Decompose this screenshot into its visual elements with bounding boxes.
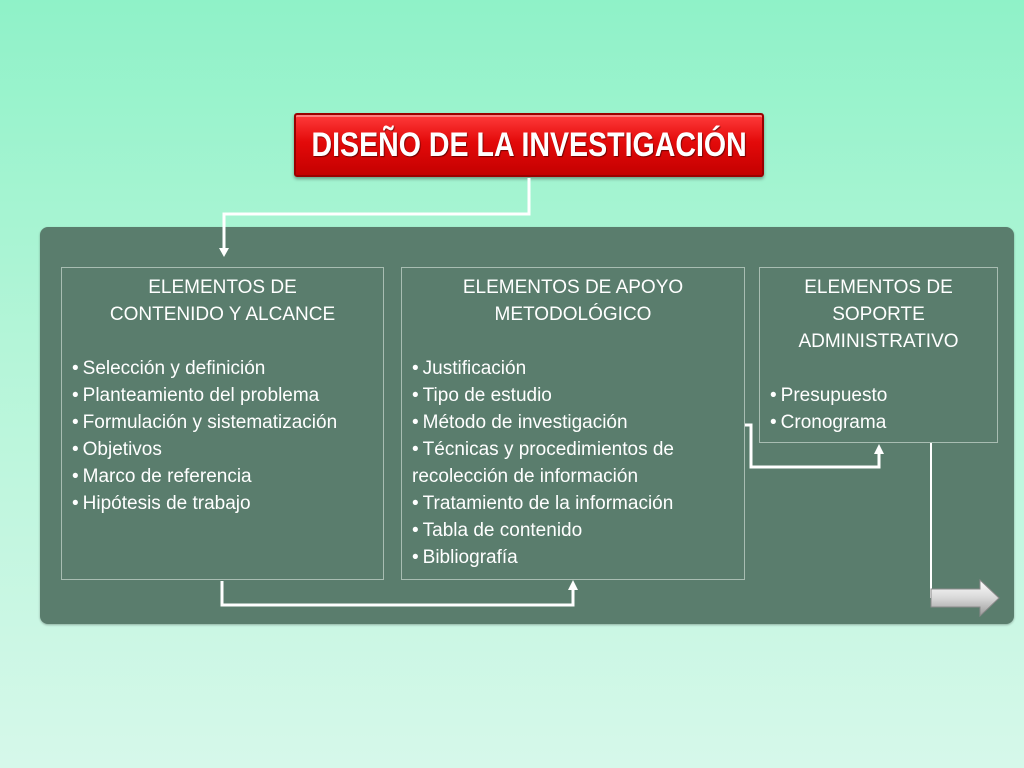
- list-item: • Marco de referencia: [72, 466, 252, 487]
- list-item: • Método de investigación: [412, 412, 628, 433]
- list-item: • Bibliografía: [412, 547, 518, 568]
- box-title: ELEMENTOS DE CONTENIDO Y ALCANCE: [109, 277, 336, 325]
- box-contenido-alcance: [61, 267, 384, 580]
- list-item: • Presupuesto: [770, 385, 888, 406]
- list-item: • Objetivos: [72, 439, 162, 460]
- title-banner: [294, 113, 764, 177]
- list-item: • Tipo de estudio: [412, 385, 552, 406]
- box-title: ELEMENTOS DE APOYO METODOLÓGICO: [462, 277, 684, 325]
- list-item: • Justificación: [412, 358, 527, 379]
- list-item: • Selección y definición: [72, 358, 266, 379]
- list-item: • Hipótesis de trabajo: [72, 493, 251, 514]
- box-title: ELEMENTOS DE SOPORTE ADMINISTRATIVO: [798, 277, 959, 352]
- list-item: • Cronograma: [770, 412, 887, 433]
- box-apoyo-metodologico: [401, 267, 745, 580]
- list-item: • Técnicas y procedimientos de recolección de información: [412, 439, 674, 487]
- box-list: [72, 355, 373, 517]
- box-soporte-administrativo: [759, 267, 998, 443]
- box-list: [412, 355, 734, 571]
- list-item: • Planteamiento del problema: [72, 385, 320, 406]
- page-title: DISEÑO DE LA INVESTIGACIÓN: [311, 125, 747, 164]
- box-list: [770, 382, 987, 436]
- list-item: • Tabla de contenido: [412, 520, 583, 541]
- list-item: • Formulación y sistematización: [72, 412, 338, 433]
- list-item: • Tratamiento de la información: [412, 493, 674, 514]
